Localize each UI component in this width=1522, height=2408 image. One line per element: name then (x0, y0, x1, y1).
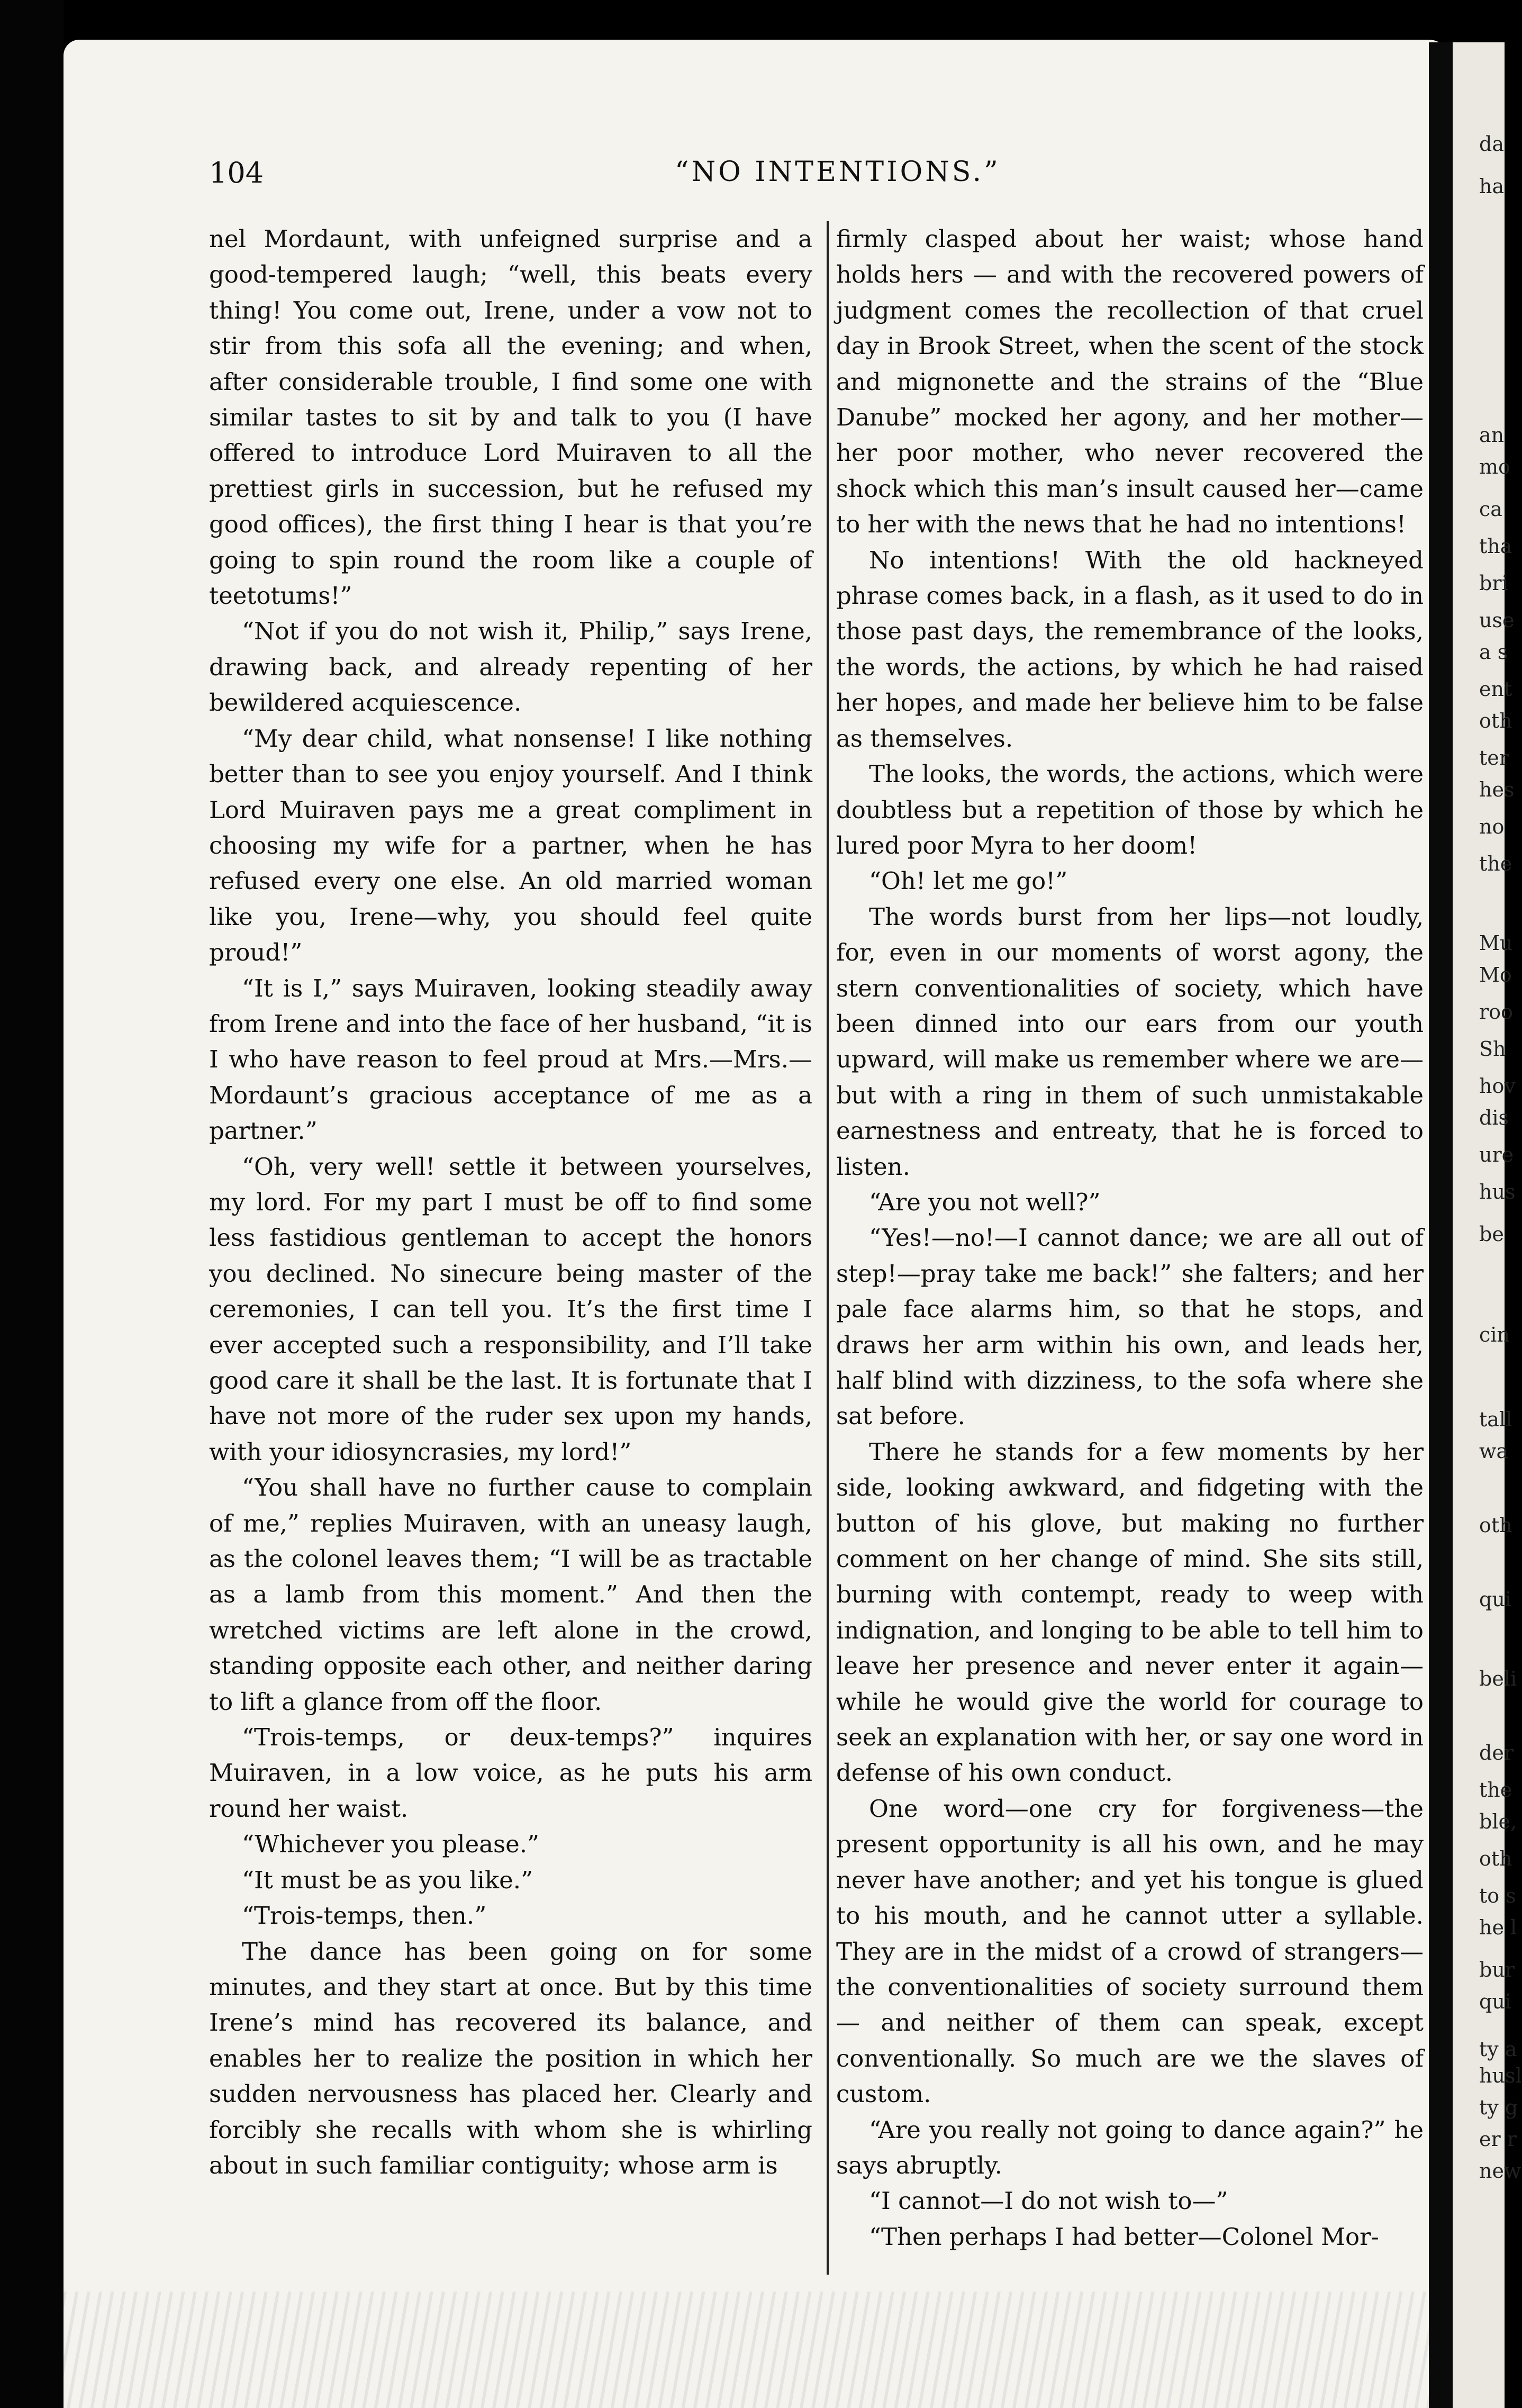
next-page-fragment: use (1479, 609, 1515, 632)
next-page-fragment: dis (1479, 1106, 1509, 1129)
next-page-fragment: der (1479, 1741, 1514, 1764)
paragraph: One word—one cry for forgiveness—the present opportunity is all his own, and he may never have another; and yet his tongue is glued to his mouth, and he cannot utter a syllable. They are in the midst of a crowd of strangers—the conventionalities of society surround them — and neither of them can speak, except conventionally. So much are we the slaves of custom. (836, 1794, 1424, 2108)
paragraph: “Whichever you please.” (242, 1830, 540, 1859)
next-page-fragment: ble, (1479, 1810, 1517, 1833)
next-page-fragment: qui (1479, 1990, 1511, 2013)
next-page-fragment: ty g (1479, 2096, 1518, 2119)
scan-border-left (0, 0, 64, 2408)
next-page-fragment: mo (1479, 455, 1510, 478)
paragraph: “It must be as you like.” (242, 1866, 533, 1894)
next-page-fragment: oth (1479, 709, 1512, 732)
paragraph: “Yes!—no!—I cannot dance; we are all out of step!—pray take me back!” she falters; and her pale face alarms him, so that he stops, and draws her arm within his own, and leads her, half blind with dizziness, to the sofa where she sat before. (836, 1224, 1424, 1431)
next-page-fragment: roo (1479, 1000, 1513, 1024)
next-page-fragment: tha (1479, 535, 1512, 558)
paragraph: There he stands for a few moments by her side, looking awkward, and fidgeting with the button of his glove, but making no further comment on her change of mind. She sits still, burning with contempt, ready to weep with indignation, and longing to be able to tell him to leave her presence and never enter it again—while he would give the world for courage to seek an explanation with her, or say one word in defense of his own conduct. (836, 1437, 1424, 1787)
paragraph: “Not if you do not wish it, Philip,” says Irene, drawing back, and already repenting of her bewildered acquiescence. (209, 617, 812, 717)
paragraph: “It is I,” says Muiraven, looking steadily away from Irene and into the face of her husband, “it is I who have reason to feel proud at Mrs.—Mrs.—Mordaunt’s gracious acceptance of me as a partner.” (209, 974, 812, 1145)
next-page-fragment: cin (1479, 1323, 1510, 1346)
next-page-fragment: the (1479, 852, 1512, 875)
gutter-shadow (1429, 42, 1453, 2408)
next-page-fragment: be (1479, 1223, 1504, 1246)
next-page-fragment: wa (1479, 1440, 1509, 1463)
paragraph: firmly clasped about her waist; whose hand holds hers — and with the recovered powers of judgment comes the recollection of that cruel day in Brook Street, when the scent of the stock and mignonette and the strains of the “Blue Danube” mocked her agony, and her mother—her poor mother, who never recovered the shock which this man’s insult caused her—came to her with the news that he had no intentions! (836, 225, 1424, 539)
paragraph: “Trois-temps, then.” (242, 1902, 487, 1930)
next-page-fragment: a s (1479, 640, 1508, 664)
next-page-fragment: he l (1479, 1916, 1517, 1939)
paragraph: The looks, the words, the actions, which were doubtless but a repetition of those by which he lured poor Myra to her doom! (836, 760, 1424, 859)
column-rule (827, 221, 829, 2275)
next-page-fragment: ty a (1479, 2038, 1517, 2061)
next-page-fragment: qui (1479, 1588, 1511, 1611)
next-page-fragment: to s (1479, 1884, 1516, 1907)
next-page-fragment: hov (1479, 1074, 1516, 1098)
page-header (209, 156, 1352, 204)
paragraph: “You shall have no further cause to complain of me,” replies Muiraven, with an uneasy laugh, as the colonel leaves them; “I will be as tractable as a lamb from this moment.” And then the wretched victims are left alone in the crowd, standing opposite each other, and neither daring to lift a glance from off the floor. (209, 1473, 812, 1716)
next-page-fragment: ent (1479, 677, 1512, 701)
next-page-fragment: bur (1479, 1958, 1515, 1981)
next-page-fragment: oth (1479, 1514, 1512, 1537)
next-page-fragment: Mu (1479, 931, 1513, 955)
next-page-fragment: hus (1479, 1180, 1516, 1203)
next-page-fragment: ca (1479, 497, 1502, 521)
paragraph: “Trois-temps, or deux-temps?” inquires Muiraven, in a low voice, as he puts his arm round her waist. (209, 1723, 812, 1823)
left-column (209, 221, 812, 2285)
next-page-fragment: bri (1479, 572, 1508, 595)
paragraph: “I cannot—I do not wish to—” (869, 2187, 1228, 2215)
running-title: “NO INTENTIONS.” (675, 156, 1001, 188)
next-page-fragment: an (1479, 423, 1505, 447)
paragraph: “Are you really not going to dance again?” he says abruptly. (836, 2115, 1424, 2179)
next-page-fragment: beli (1479, 1667, 1517, 1690)
paragraph: “My dear child, what nonsense! I like nothing better than to see you enjoy yourself. And I think Lord Muiraven pays me a great compliment in choosing my wife for a partner, when he has refused every one else. An old married woman like you, Irene—why, you should feel quite proud!” (209, 724, 812, 967)
paragraph: “Oh! let me go!” (869, 867, 1068, 895)
paragraph: “Are you not well?” (869, 1188, 1101, 1216)
next-page-fragment: Sh (1479, 1037, 1506, 1061)
page-bottom-edge (64, 2292, 1445, 2408)
paragraph: “Then perhaps I had better—Colonel Mor- (869, 2222, 1379, 2251)
next-page-fragment: tall (1479, 1408, 1512, 1431)
next-page-fragment: da (1479, 132, 1504, 156)
next-page-strip (1453, 42, 1522, 2408)
paragraph: No intentions! With the old hackneyed phrase comes back, in a flash, as it used to do in those past days, the remembrance of the looks, the words, the actions, by which he had raised her hopes, and made her believe him to be false as themselves. (836, 546, 1424, 753)
next-page-fragment: ure (1479, 1143, 1514, 1166)
next-page-fragment: the (1479, 1778, 1512, 1802)
next-page-fragment: er r (1479, 2128, 1517, 2151)
right-column (836, 221, 1424, 2285)
paragraph: The words burst from her lips—not loudly, for, even in our moments of worst agony, the stern conventionalities of society, which have been dinned into our ears from our youth upward, will make us remember where we are—but with a ring in them of such unmistakable earnestness and entreaty, that he is forced to listen. (836, 902, 1424, 1181)
next-page-fragment: oth (1479, 1847, 1512, 1870)
next-page-fragment: husl (1479, 2064, 1522, 2087)
paragraph: “Oh, very well! settle it between yourselves, my lord. For my part I must be off to find some less fastidious gentleman to accept the honors you declined. No sinecure being master of the ceremonies, I can tell you. It’s the first time I ever accepted such a responsibility, and I’ll take good care it shall be the last. It is fortunate that I have not more of the ruder sex upon my hands, with your idiosyncrasies, my lord!” (209, 1152, 812, 1466)
page-number: 104 (209, 156, 264, 189)
paragraph: The dance has been going on for some minutes, and they start at once. But by this time Irene’s mind has recovered its balance, and enables her to realize the position in which her sudden nervousness has placed her. Clearly and forcibly she recalls with whom she is whirling about in such familiar contiguity; whose arm is (209, 1937, 812, 2179)
next-page-fragment: Mo (1479, 963, 1512, 986)
next-page-fragment: ha (1479, 175, 1505, 198)
next-page-fragment: hes (1479, 778, 1515, 801)
next-page-fragment: ter (1479, 746, 1509, 770)
paragraph: nel Mordaunt, with unfeigned surprise and a good-tempered laugh; “well, this beats every thing! You come out, Irene, under a vow not to stir from this sofa all the evening; and when, after considerable trouble, I find some one with similar tastes to sit by and talk to you (I have offered to introduce Lord Muiraven to all the prettiest girls in succession, but he refused my good offices), the first thing I hear is that you’re going to spin round the room like a couple of teetotums!” (209, 225, 812, 610)
next-page-fragment: no (1479, 815, 1505, 838)
next-page-fragment: new (1479, 2159, 1521, 2183)
